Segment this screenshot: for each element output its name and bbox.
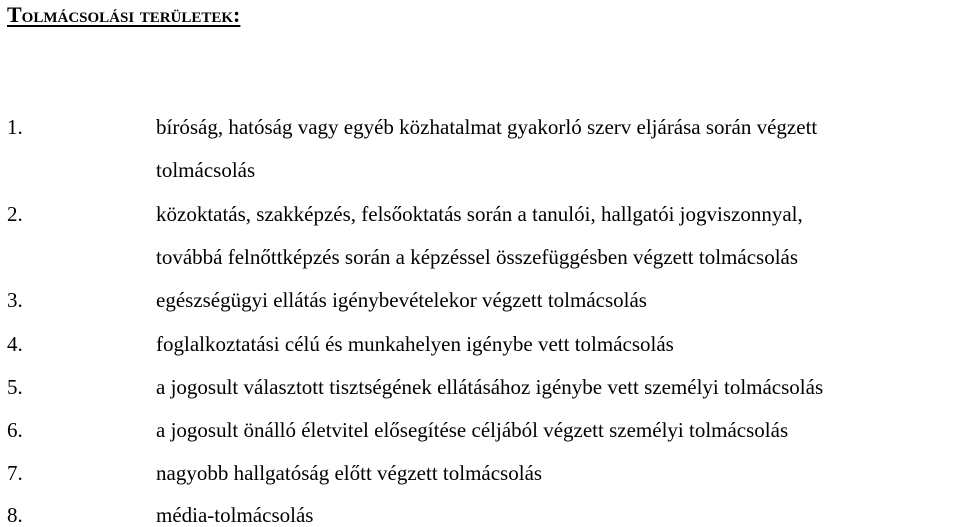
- item-text: foglalkoztatási célú és munkahelyen igénybe vett tolmácsolás: [156, 332, 674, 356]
- item-text: a jogosult önálló életvitel elősegítése céljából végzett személyi tolmácsolás: [156, 418, 789, 442]
- item-number: 6.: [7, 418, 23, 442]
- item-number: 2.: [7, 202, 23, 226]
- item-text: közoktatás, szakképzés, felsőoktatás során a tanulói, hallgatói jogviszonnyal,: [156, 202, 803, 226]
- item-text: továbbá felnőttképzés során a képzéssel összefüggésben végzett tolmácsolás: [156, 245, 799, 269]
- item-text: nagyobb hallgatóság előtt végzett tolmácsolás: [156, 461, 543, 485]
- item-number: 1.: [7, 115, 23, 139]
- item-text: tolmácsolás: [156, 158, 256, 182]
- item-number: 4.: [7, 332, 23, 356]
- document-heading: Tolmácsolási területek:: [7, 2, 241, 27]
- item-text: egészségügyi ellátás igénybevételekor végzett tolmácsolás: [156, 288, 647, 312]
- item-text: bíróság, hatóság vagy egyéb közhatalmat gyakorló szerv eljárása során végzett: [156, 115, 818, 139]
- item-number: 7.: [7, 461, 23, 485]
- item-number: 3.: [7, 288, 23, 312]
- item-text: a jogosult választott tisztségének ellátásához igénybe vett személyi tolmácsolás: [156, 375, 824, 399]
- item-text: média-tolmácsolás: [156, 503, 314, 527]
- item-number: 8.: [7, 503, 23, 527]
- item-number: 5.: [7, 375, 23, 399]
